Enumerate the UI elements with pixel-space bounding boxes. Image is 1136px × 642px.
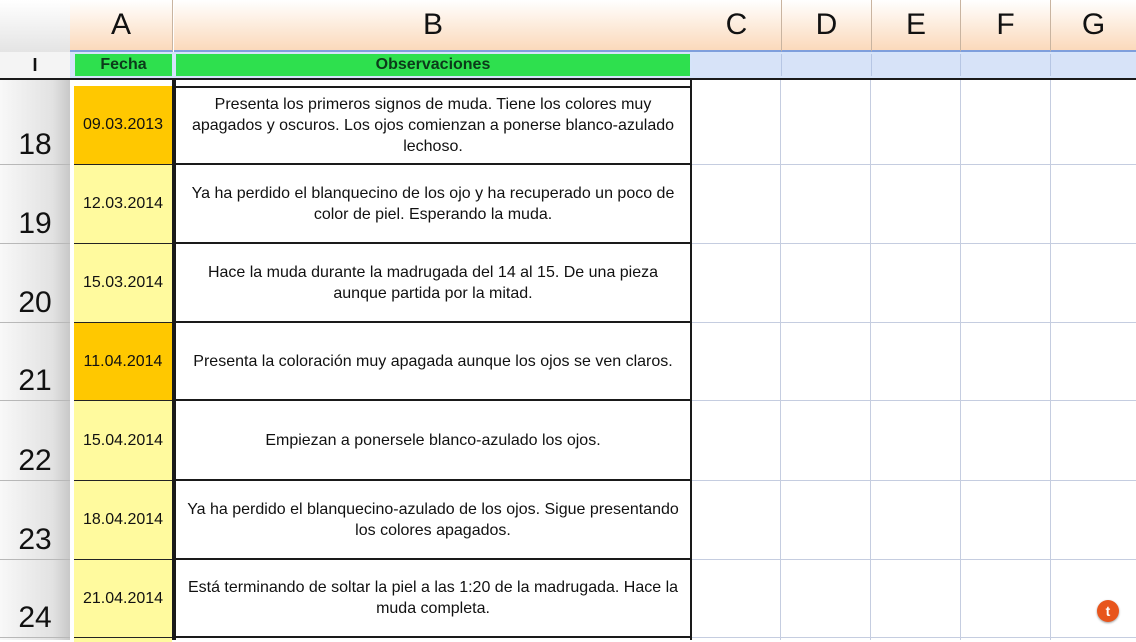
select-all-corner[interactable] <box>0 0 71 52</box>
field-g[interactable] <box>1051 54 1136 76</box>
cell-obs-21[interactable]: Presenta la coloración muy apagada aunque los ojos se ven claros. <box>176 323 690 401</box>
spreadsheet-grid <box>70 80 1136 640</box>
cell-obs-22[interactable]: Empiezan a ponersele blanco-azulado los ojos. <box>176 401 690 481</box>
cell-obs-24[interactable]: Está terminando de soltar la piel a las 1:20 de la madrugada. Hace la muda completa. <box>176 560 690 638</box>
column-header-a[interactable]: A <box>70 0 173 52</box>
cell-fecha-19[interactable]: 12.03.2014 <box>74 165 172 244</box>
row-header-21[interactable]: 21 <box>0 323 70 401</box>
column-header-f[interactable]: F <box>961 0 1051 52</box>
row-header-23[interactable]: 23 <box>0 481 70 560</box>
field-d[interactable] <box>782 54 872 76</box>
field-name-row <box>0 52 1136 80</box>
cell-fecha-23[interactable]: 18.04.2014 <box>74 481 172 560</box>
column-header-e[interactable]: E <box>872 0 961 52</box>
column-header-b[interactable]: B <box>174 0 693 52</box>
column-header-d[interactable]: D <box>782 0 872 52</box>
cell-obs-18[interactable]: Presenta los primeros signos de muda. Tiene los colores muy apagados y oscuros. Los ojos comienzan a ponerse blanco-azulado lechoso. <box>176 86 690 165</box>
row-header-18[interactable]: 18 <box>0 86 70 165</box>
cell-obs-19[interactable]: Ya ha perdido el blanquecino de los ojo y ha recuperado un poco de color de piel. Esperando la muda. <box>176 165 690 244</box>
field-f[interactable] <box>961 54 1051 76</box>
field-c[interactable] <box>692 54 782 76</box>
row-header-20[interactable]: 20 <box>0 244 70 323</box>
cell-fecha-partial[interactable] <box>74 638 172 642</box>
row-header-column <box>0 80 70 640</box>
cell-obs-23[interactable]: Ya ha perdido el blanquecino-azulado de los ojos. Sigue presentando los colores apagados. <box>176 481 690 560</box>
field-fecha[interactable]: Fecha <box>75 54 172 76</box>
field-observaciones[interactable]: Observaciones <box>176 54 690 76</box>
row-header-22[interactable]: 22 <box>0 401 70 481</box>
row-header-19[interactable]: 19 <box>0 165 70 244</box>
cell-fecha-24[interactable]: 21.04.2014 <box>74 560 172 638</box>
cell-fecha-20[interactable]: 15.03.2014 <box>74 244 172 323</box>
cell-fecha-18[interactable]: 09.03.2013 <box>74 86 172 165</box>
row-header-24[interactable]: 24 <box>0 560 70 638</box>
field-index-label: I <box>0 52 70 78</box>
column-header-bar <box>0 0 1136 52</box>
field-e[interactable] <box>872 54 961 76</box>
notification-badge-icon[interactable]: t <box>1097 600 1119 622</box>
column-header-g[interactable]: G <box>1051 0 1136 52</box>
cell-fecha-21[interactable]: 11.04.2014 <box>74 323 172 401</box>
cell-fecha-22[interactable]: 15.04.2014 <box>74 401 172 481</box>
column-header-c[interactable]: C <box>692 0 782 52</box>
cell-obs-20[interactable]: Hace la muda durante la madrugada del 14 al 15. De una pieza aunque partida por la mitad. <box>176 244 690 323</box>
